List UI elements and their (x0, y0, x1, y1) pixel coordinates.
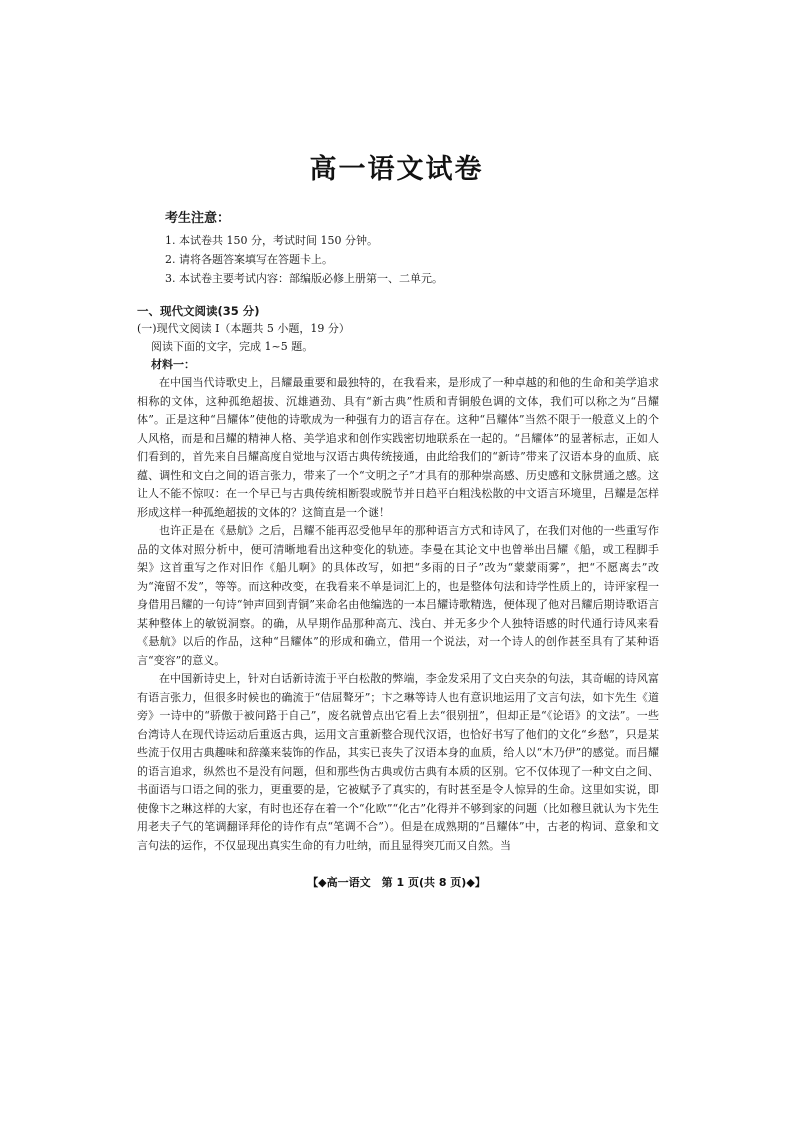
notice-item: 2. 请将各题答案填写在答题卡上。 (165, 253, 333, 266)
material-label: 材料一： (151, 358, 195, 371)
passage-paragraph: 也许正是在《悬航》之后，吕耀不能再忍受他早年的那种语言方式和诗风了，在我们对他的一些重写作品的文体对照分析中，便可清晰地看出这种变化的轨迹。李曼在其论文中也曾举出吕耀《船，或工程脚手架》这首重写之作对旧作《船儿啊》的具体改写，如把“多雨的日子”改为“蒙蒙雨雾”，把“不愿离去”改为“淹留不发”，等等。而这种改变，在我看来不单是词汇上的，也是整体句法和诗学性质上的，诗评家程一身借用吕耀的一句诗“钟声回到青铜”来命名由他编选的一本吕耀诗歌精选，便体现了他对吕耀后期诗歌语言某种整体上的敏锐洞察。的确，从早期作品那种高亢、浅白、并无多少个人独特语感的时代通行诗风来看《悬航》以后的作品，这种“吕耀体”的形成和确立，借用一个说法，对一个诗人的创作甚至具有了某种语言“变容”的意义。 (137, 524, 659, 667)
section-heading: 一、现代文阅读(35 分) (137, 304, 260, 318)
page-footer: 【◆高一语文 第 1 页(共 8 页)◆】 (307, 876, 486, 889)
reading-instruction: 阅读下面的文字，完成 1~5 题。 (151, 340, 314, 353)
passage-paragraph: 在中国新诗史上，针对白话新诗流于平白松散的弊端，李金发采用了文白夹杂的句法，其奇崛的诗风富有语言张力，但很多时候也的确流于“佶屈聱牙”；卞之琳等诗人也有意识地运用了文言句法，如卞先生《道旁》一诗中的“骄傲于被问路于自己”，废名就曾点出它看上去“很别扭”，但却正是“《论语》的文法”。一些台湾诗人在现代诗运动后重返古典，运用文言重新整合现代汉语，也恰好书写了他们的文化“乡愁”，只是某些流于仅用古典趣味和辞藻来装饰的作品，其实已丧失了汉语本身的血质，给人以“木乃伊”的感觉。而吕耀的语言追求，纵然也不是没有问题，但和那些伪古典或仿古典有本质的区别。它不仅体现了一种文白之间、书面语与口语之间的张力，更重要的是，它被赋予了真实的，有时甚至是令人惊异的生命。这里如实说，即使像卞之琳这样的大家，有时也还存在着一个“化欧”“化古”化得并不够到家的问题（比如穆旦就认为卞先生用老夫子气的笔调翻译拜伦的诗作有点“笔调不合”）。但是在成熟期的“吕耀体”中，古老的构词、意象和文言句法的运作，不仅显现出真实生命的有力吐纳，而且显得突兀而又自然。当 (137, 672, 659, 852)
sub-section-heading: (一)现代文阅读 I（本题共 5 小题，19 分） (137, 322, 350, 335)
page-title: 高一语文试卷 (309, 154, 484, 185)
passage-paragraph: 在中国当代诗歌史上，吕耀最重要和最独特的，在我看来，是形成了一种卓越的和他的生命和美学追求相称的文体，这种孤绝超拔、沉雄遒劲、具有“新古典”性质和青铜般色调的文体，我们可以称之为“吕耀体”。正是这种“吕耀体”使他的诗歌成为一种强有力的语言存在。这种“吕耀体”当然不限于一般意义上的个人风格，而是和吕耀的精神人格、美学追求和创作实践密切地联系在一起的。“吕耀体”的显著标志，正如人们看到的，首先来自吕耀高度自觉地与汉语古典传统接通，由此给我们的“新诗”带来了汉语本身的血质、底蕴、调性和文白之间的语言张力，带来了一个“文明之子”才具有的那种崇高感、历史感和文脉贯通之感。这让人不能不惊叹：在一个早已与古典传统相断裂或脱节并日趋平白粗浅松散的中文语言环境里，吕耀是怎样形成这样一种孤绝超拔的文体的？这简直是一个谜！ (137, 376, 659, 519)
notice-block (165, 210, 645, 288)
reading-section (137, 302, 659, 855)
notice-heading: 考生注意： (165, 211, 231, 226)
notice-item: 1. 本试卷共 150 分，考试时间 150 分钟。 (165, 234, 378, 247)
notice-item: 3. 本试卷主要考试内容：部编版必修上册第一、二单元。 (165, 272, 443, 285)
